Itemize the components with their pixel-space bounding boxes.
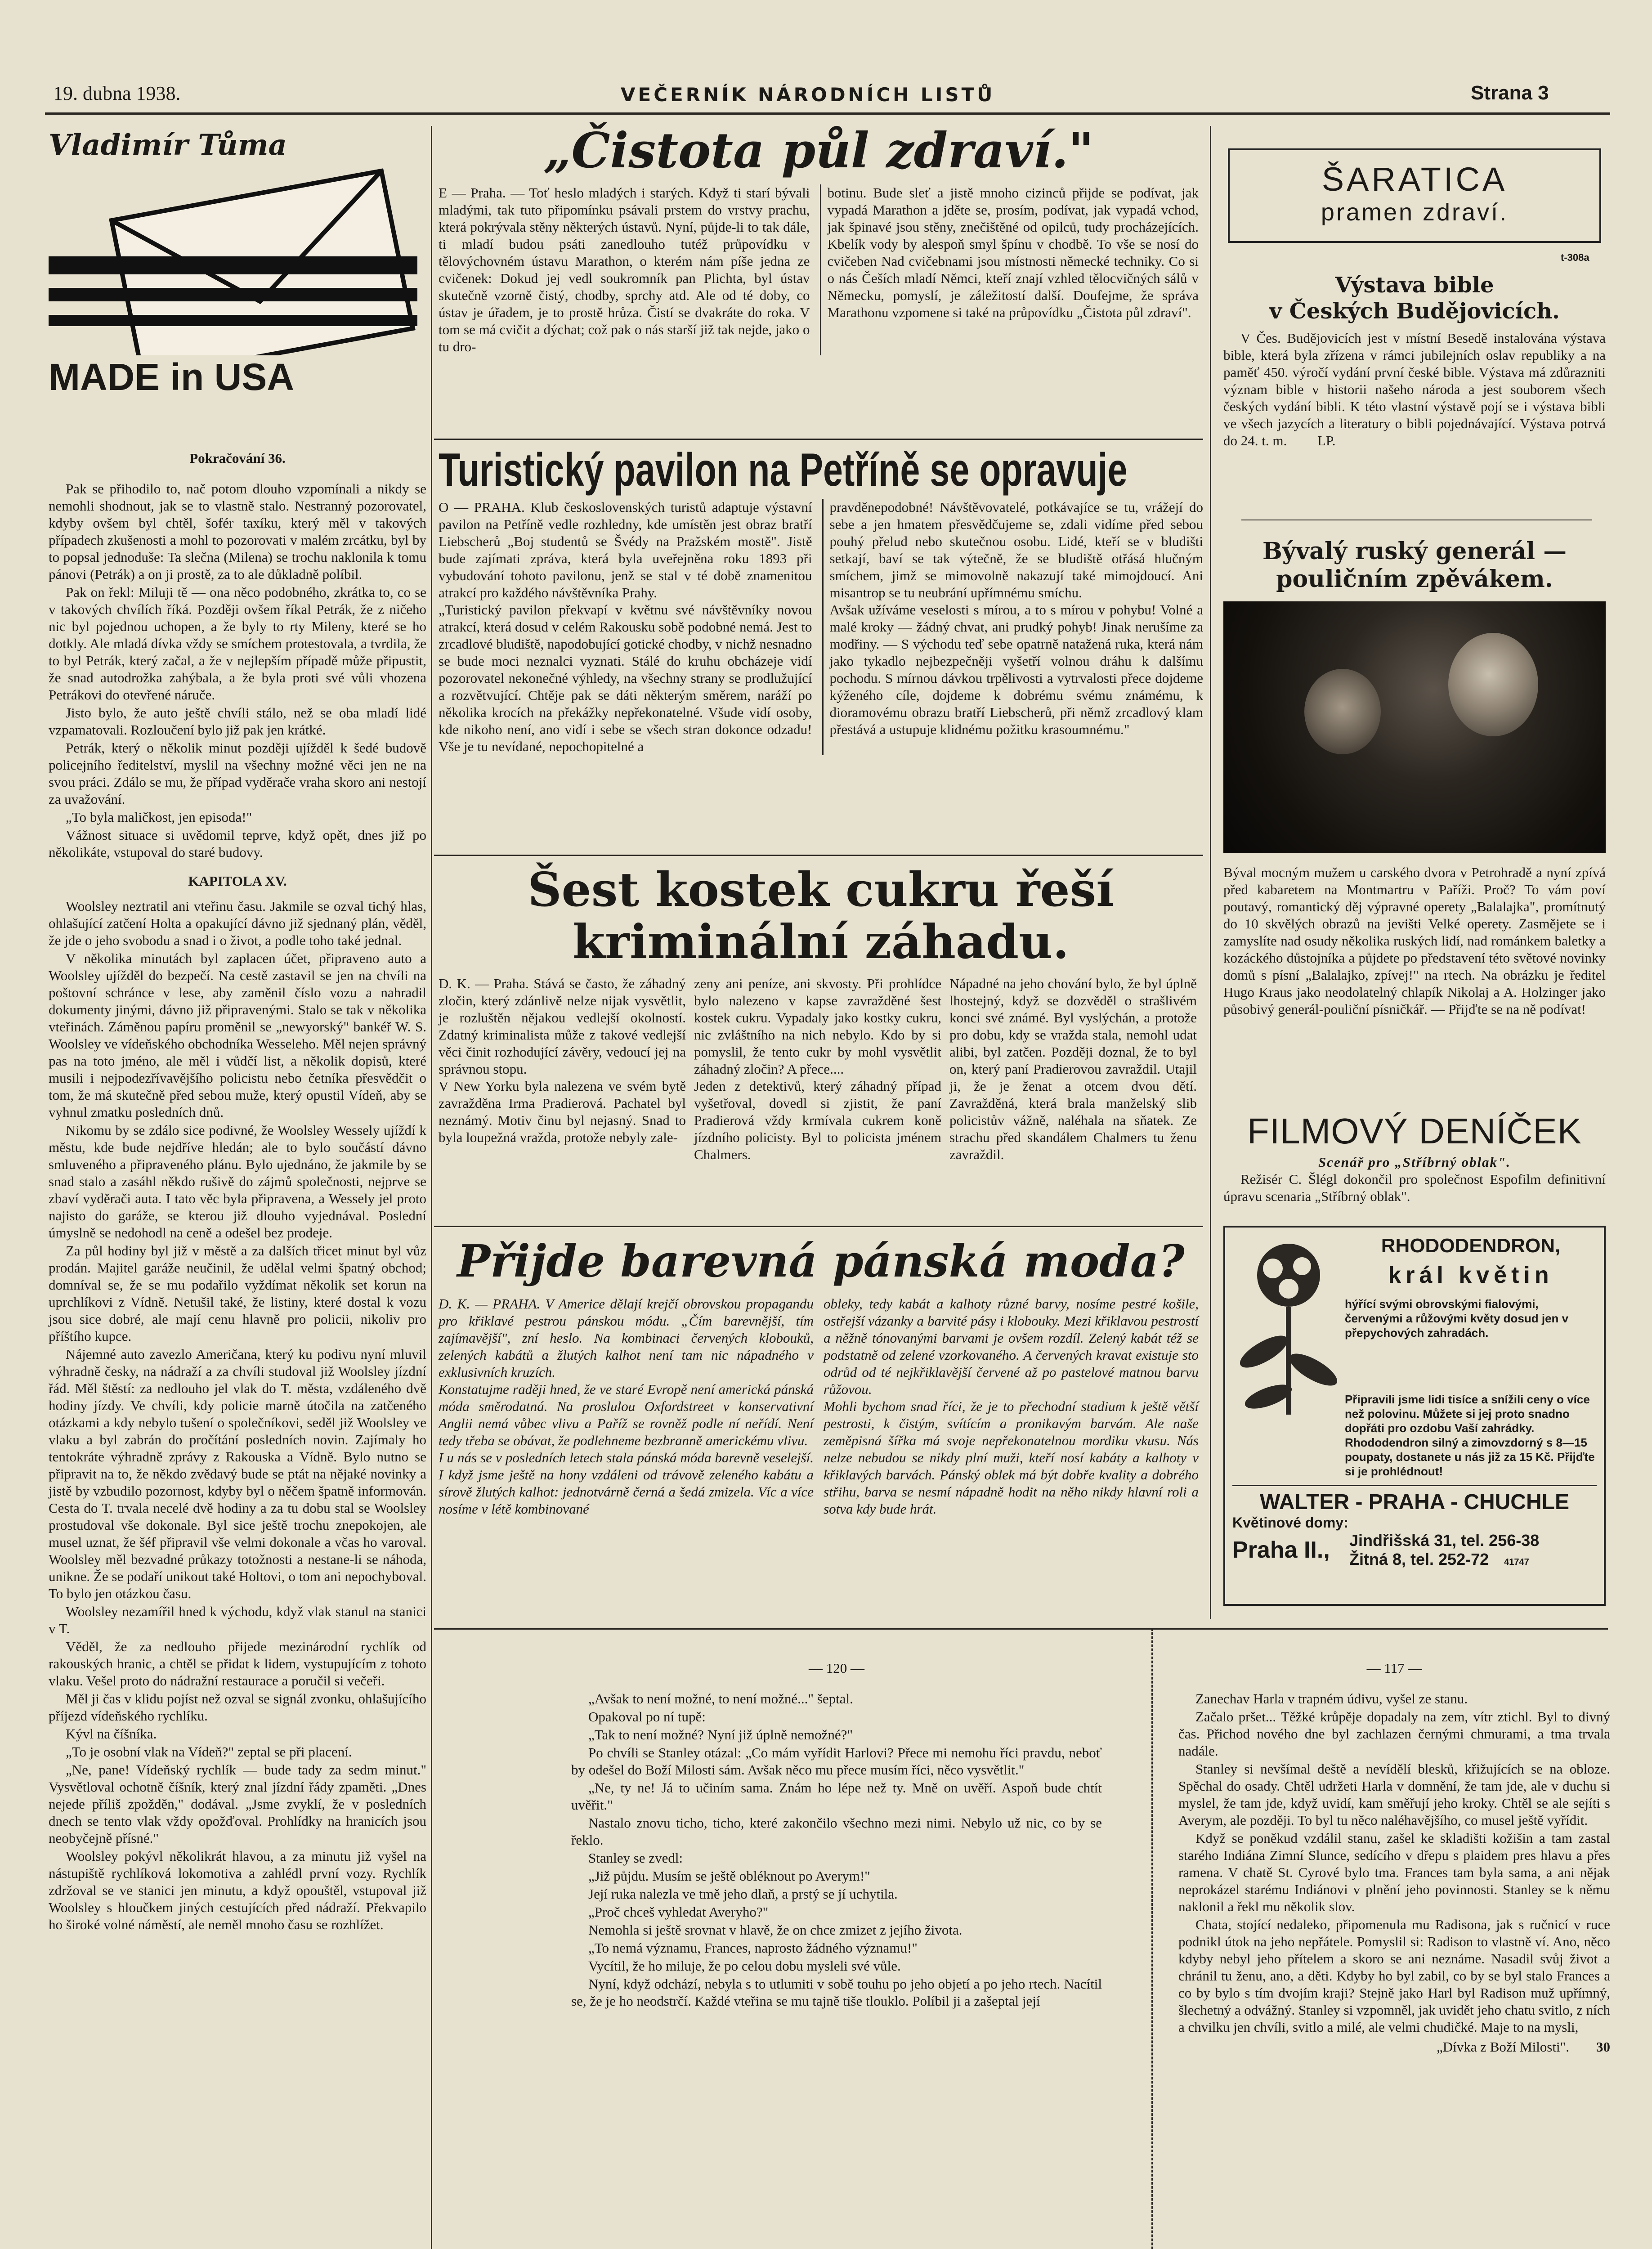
chapter-paragraph: Kývl na číšníka. (66, 1726, 157, 1742)
rhodo-offer: Připravili jsme lidi tisíce a snížili ceny o více než polovinu. Můžete si jej proto snadno dopřáti pro ozdobu Vaší zahrádky. Rhododendron silný a zimovzdorný s 8—15 poupaty, dostanete u nás již za 15 Kč. Přijďte si je prohlédnout! (1345, 1393, 1595, 1478)
novel-paragraph: Chata, stojící nedaleko, připomenula mu Radisona, jak s ručnicí v ruce podnikl útok na jeho nepřátele. Pomyslil si: Radison to vlastně ví. Ano, něco kdyby nebyl jeho přítelem a skoro se ani neznáme. Nasadil svůj život a chránil tu ženu, ano, a děti. Kdyby ho byl zabil, co by se byl stalo Frances a co by bylo s tím dvojím kraji? Stejně jako Harl byl Radison muž upřímný, šlechetný a odvážný. Stanley si vzpomněl, jak uvidět jeho chatu svitlo, z ních a chvilku jen chvíli, svitlo a milé, ale velmi chudičké. Maje to na mysli, (1178, 1917, 1610, 2035)
saratica-code: t-308a (1561, 252, 1589, 263)
rhodo-address1: Jindřišská 31, tel. 256-38 (1349, 1531, 1540, 1550)
article-turist (439, 443, 1203, 755)
novel-paragraph: Stanley si nevšímal deště a nevídělí blesků, křižujících se na obloze. Spěchal do osady. Chtěl udržeti Harla v domnění, že tam jde, ale v duchu si myslel, že tam jde, když uvidí, kam směřují jeho kroky. Chtěl se ale sejíti s Averym, ale později. To byl tu něco naléhavějšího, co musel ještě vyřídit. (1178, 1761, 1610, 1828)
serial-author: Vladimír Tůma (49, 128, 287, 162)
rhodo-feature: hýřící svými obrovskými fialovými, červenými a růžovými květy dosud jen v přepychových zahradách. (1345, 1297, 1569, 1340)
novel-footer-number: 30 (1596, 2039, 1610, 2055)
flower-illustration (1232, 1235, 1345, 1428)
chapter-paragraph: Woolsley neztratil ani vteřinu času. Jakmile se ozval tichý hlas, ohlašující zatčení Holta a opakující dávno již sjednaný plán, věděl, že jde o jeho svobodu a snad i o život, a podle toho také jednal. (49, 898, 426, 948)
kostky-col2: zeny ani peníze, ani skvosty. Při prohlídce bylo nalezeno v kapse zavražděné šest kostek cukru. Vypadaly jako kostky cukru, nic zvláštního na nich nebylo. Kdo by si pomyslil, že tento cukr by mohl vysvětlit záhadný zločin? A přece.... Jeden z detektivů, který záhadný případ vyšetřoval, dovedl si zjistit, že paní Pradierová vždy krmívala cukrem koně jízdního policisty. Byl to policista jménem Chalmers. (694, 976, 941, 1162)
novel-paragraph: Její ruka nalezla ve tmě jeho dlaň, a prstý se jí uchytila. (588, 1886, 898, 1902)
moda-title: Přijde barevná pánská moda? (457, 1236, 1185, 1287)
novel-footer-title: „Dívka z Boží Milosti". (1436, 2039, 1569, 2055)
article-moda (439, 1232, 1203, 1518)
novel-left-page-number: — 120 — (809, 1660, 864, 1676)
serial-paragraph: Jisto bylo, že auto ještě chvíli stálo, než se oba mladí lidé vzpamatovali. Rozloučení bylo již pak jen krátké. (49, 705, 426, 738)
saratica-ad (1228, 148, 1601, 243)
serial-continuation: Pokračování 36. (189, 450, 286, 466)
section-rule (434, 855, 1203, 856)
article-filmovy (1223, 1109, 1606, 1205)
rhodo-address2: Žitná 8, tel. 252-72 (1349, 1550, 1489, 1568)
chapter-paragraph: Nikomu by se zdálo sice podivné, že Woolsley Wessely ujíždí k městu, kde bude nejdříve hledán; ale to bylo součástí dávno smluveného a připraveného plánu. Bylo ujednáno, že jakmile by se snad stalo a zasáhl někdo rušivě do zájmů společnosti, nejprve se zbaví vyděrači auta. I tato věc byla připravena, a Wessely jel proto najisto do garáže, se kterou již dlouho vyjednával. Poslední úmyslně se nedohodl na ceně a odešel bez prodeje. (49, 1122, 426, 1241)
bible-title-line2: v Českých Budějovicích. (1269, 299, 1560, 324)
turist-col2: pravděnepodobné! Návštěvovatelé, potkávajíce se tu, vrážejí do sebe a jen hmatem přesvědčujeme se, zdali vidíme před sebou pouhý přelud nebo skutečnou osobu. Lidé, kteří se v bludišti setkají, baví se tak výtečně, že se bludiště otřásá hlučným smíchem, jimž se mimovolně nakazují také mimojdoucí. Ani misantrop se tu neubrání upřímnému smíchu. Avšak užíváme veselosti s mírou, a to s mírou v pohybu! Volné a malé kroky — žádný chvat, ani prudký pohyb! Jinak nerušíme za modřiny. — S východu teď sebe opatrně natažená ruka, která nám jako tykadlo nejbezpečněji vyšetří volnou dráhu k dalšímu pochodu. S mírnou dávkou trpělivosti a vytrvalosti přece dojdeme kýženého cíle, dojdeme k dobrému svému známému, k dioramovému obrazu bratří Liebscherů, při němž zrcadlový klam přestává a ustupuje klidnému požitku krasoumnému." (822, 499, 1204, 755)
novel-paragraph: Začalo pršet... Těžké krůpěje dopadaly na zem, vítr ztichl. Byl to divný čas. Přichod nového dne byl zachlazen černými chmurami, a tma trvala nadále. (1178, 1709, 1610, 1759)
novel-paragraph: Stanley se zvedl: (588, 1850, 683, 1866)
novel-paragraph: „Ne, ty ne! Já to učiním sama. Znám ho lépe než ty. Mně on uvěří. Aspoň bude chtít uvěřit." (571, 1780, 1102, 1813)
rhodo-title: RHODODENDRON, (1381, 1235, 1561, 1257)
article-cistota (439, 121, 1199, 355)
chapter-paragraph: Woolsley pokývl několikrát hlavou, a za minutu již vyšel na nástupiště rychlíková lokomotiva a zahlédl první vozy. Rychlík zdržoval se ve stanici jen minutu, a když opouštěl, vstupoval již Woolsley s hloučkem jiných cestujících před nádraží. Překvapilo ho široké volné náměstí, ale neměl mnoho času se rozhlížet. (49, 1848, 426, 1932)
novel-left-text (571, 1690, 1102, 2010)
chapter-paragraph: „Ne, pane! Vídeňský rychlík — bude tady za sedm minut." Vysvětloval ochotně číšník, který znal jízdní řády zpaměti. „Dnes nejede příliš zpožděn," dodával. „Jsme zvyklí, že v posledních dnech se tento vlak vždy opožďoval. Prohlídky na hranicích jsou neobyčejně přísné." (49, 1762, 426, 1846)
bible-title-line1: Výstava bible (1335, 273, 1494, 298)
kostky-col1: D. K. — Praha. Stává se často, že záhadný zločin, který zdánlivě nelze nijak vysvětlit, je rozluštěn nějakou vedlejší okolností. Zdatný kriminalista může z takové vedlejší věci činit rozhodující závěry, vedoucí jej na správnou stopu. V New Yorku byla nalezena ve svém bytě zavražděna Irma Pradierová. Pachatel byl neznámý. Motiv činu byl nejasný. Snad to byla loupežná vražda, protože nebyly zale- (439, 976, 686, 1145)
general-title-line1: Bývalý ruský generál — (1262, 538, 1567, 565)
general-title-line2: pouličním zpěvákem. (1276, 565, 1553, 593)
novel-paragraph: Vycítil, že ho miluje, že po celou dobu mysleli své vůle. (588, 1958, 901, 1974)
made-in-usa-logo (49, 166, 417, 418)
novel-paragraph: „Tak to není možné? Nyní již úplně nemožné?" (588, 1727, 853, 1743)
rhododendron-ad (1223, 1226, 1606, 1606)
photo-face-right (1448, 633, 1538, 736)
chapter-paragraph: Věděl, že za nedlouho přijede mezinárodní rychlík od rakouských hranic, a chtěl se přidat k lidem, vystupujícím z tohoto vlaku. Vešel proto do nádražní restaurace a poručil si večeři. (49, 1639, 426, 1689)
article-kostky (439, 864, 1203, 1163)
novel-paragraph: „Již půjdu. Musím se ještě obléknout po Averym!" (588, 1868, 870, 1884)
chapter-paragraph: „To je osobní vlak na Vídeň?" zeptal se při placení. (66, 1744, 352, 1760)
novel-paragraph: „Proč chceš vyhledat Averyho?" (588, 1904, 769, 1920)
novel-page-right (1178, 1660, 1610, 2056)
section-rule (434, 1226, 1203, 1227)
header-rule (45, 112, 1610, 115)
serial-paragraph: Pak on řekl: Miluji tě — ona něco podobného, zkrátka to, co se v takových chvílích říká. Později ovšem říkal Petrák, že z ničeho nic byl pojednou uchopen, a že byly to rty Mileny, které se ho dotkly. Ale mladá dívka vždy se smíchem protestovala, a tvrdila, že to byl Petrák, který začal, a že v nejlepším případě může připustit, že snad autodrožka zahýbala, a že byla proti své vůli vhozena Petrákovi do otevřené náruče. (49, 584, 426, 703)
kostky-col3: Nápadné na jeho chování bylo, že byl úplně lhostejný, když se dozvěděl o strašlivém konci své známé. Byl vyslýchán, a protože pro dobu, kdy se vražda stala, nemohl udat alibi, byl zatčen. Později doznal, že to byl on, který paní Pradierovou zavraždil. Utajil ji, že je ženat a otcem dvou dětí. Zavražděná, která brala manželský slib policistův vážně, naléhala na sňatek. Ze strachu před skandálem Chalmers tu ženu zavraždil. (949, 976, 1197, 1162)
moda-col2: obleky, tedy kabát a kalhoty různé barvy, nosíme pestré košile, ostřejší vázanky a barvité pásy i klobouky. Mezi křiklavou pestrostí a něžně tónovanými barvami je ovšem rozdíl. Zelený kabát též se podstatně od zelené vzorkovaného. A červených kravat existuje sto odrůd od té nejkřiklavější červené až po pastelové matnou barvu růžovou. Mohli bychom snad říci, že je to přechodní stadium k ještě větší pestrosti, k čistým, svítícím a pronikavým barvám. Ale naše zeměpisná šířka má svoje nepřekonatelnou mordiku vkusu. Nás nelze nebudou se nikdy plní muži, kteří nosí kabáty a kalhoty v křiklavých barvách. Pánský oblek má být dobře kvality a dobrého střihu, barva se nesmí nápadně hodit na něho nikdy hlavní roli a sotva kdy bude hrát. (824, 1296, 1199, 1517)
article-bible (1223, 272, 1606, 449)
chapter-paragraph: Woolsley nezamířil hned k východu, když vlak stanul na stanici v T. (49, 1604, 426, 1636)
chapter-paragraph: V několika minutách byl zaplacen účet, připraveno auto a Woolsley ujížděl do bezpečí. Na cestě zastavil se jen na chvíli na poštovní schránce v lese, aby zaměnil číslo vozu a nahradil dokumenty jinými, dávno již připravenými. Stalo se tak v několika vteřinách. Záměnou papíru proměnil se „newyorský" bankéř W. S. Woolsley ve vídeňského obchodníka Wesseleho. Měl nejen správný pas na toto jméno, ale měl i vůdčí list, a několik dopisů, které musili i nejpodezřívavějšího policistu nebo četníka přesvědčit o tom, že má skutečně před sebou muže, který opustil Vídeň, aby se vyhnul zmatku posledních dnů. (49, 950, 426, 1120)
rhodo-city: Praha II., (1232, 1537, 1330, 1563)
header-page-number: Strana 3 (1471, 82, 1549, 104)
cistota-col2: botinu. Bude sleť a jistě mnoho cizinců přijde se podívat, jak vypadá Marathon a jděte se, prosím, podívat, jak vypadá vchod, jak špinavé jsou stěny, znečištěné od opilců, tudy procházejících. Kbelík vody by alespoň smyl špínu v chodbě. To vše se nosí do cvičeben Nad cvičebnami jsou místnosti německé techniky. Co si o nás Češích mladí Němci, kteří znají vzhled tělocvičných sálů v Německu, pomyslí, je záležitostí další. Doufejme, že správa Marathonu vzpomene si také na průpovídku „Čistota půl zdraví". (820, 184, 1199, 355)
novel-paragraph: Zanechav Harla v trapném údivu, vyšel ze stanu. (1195, 1691, 1468, 1707)
bible-sign: LP. (1317, 433, 1336, 448)
chapter-title: KAPITOLA XV. (188, 873, 287, 889)
column-rule (431, 126, 432, 2249)
serial-paragraph: Pak se přihodilo to, nač potom dlouho vzpomínali a nikdy se nemohli shodnout, jak se to vlastně stalo. Nestranný pozorovatel, kdyby ovšem byl chtěl, šofér taxíku, který měl v takových případech zkušenosti a mohl to pozorovati v malém zrcátku, byl by to popsal jednoduše: Ta slečna (Milena) se trochu naklonila k tomu pánovi (Petrák) a on ji prostě, za to ale důkladně políbil. (49, 481, 426, 582)
novel-right-page-number: — 117 — (1366, 1660, 1422, 1676)
chapter-paragraph: Nájemné auto zavezlo Američana, který ku podivu nyní mluvil výhradně česky, na nádraží a za chvíli studoval již Woolsley jízdní řád. Měl štěstí: za nedlouho jel vlak do T. města, vzdáleného dvě hodiny jízdy. Ve chvíli, kdy policie marně útočila na zatčeného otázkami a kdy nebylo tušení o společníkovi, seděl již Woolsley ve vlaku a byl zabrán do pročítání posledních novin. Zajímaly ho tentokráte výhradně zprávy z Rakouska a Vídně. Bylo nutno se připravit na to, že někdo zvědavý bude se ptát na nějaké novinky a jistě by vzbudilo pozornost, kdyby byl o něčem špatně informován. Cesta do T. trvala necelé dvě hodiny a za tu dobu stal se Woolsley prostudoval vše dokonale. Byl sice ještě trochu znepokojen, ale musel uznat, že šéf připravil vše velmi dokonale a včas ho varoval. Woolsley měl bezvadné průkazy totožnosti a nestane-li se náhoda, unikne. Že se podaří unikout také Holtovi, o tom ani nepochyboval. To bylo jen otázkou času. (49, 1346, 426, 1601)
rhodo-shops-label: Květinové domy: (1232, 1514, 1348, 1531)
cistota-col1: E — Praha. — Toť heslo mladých i starých. Když ti starí bývali mladými, tak tuto připomínku psávali prstem do vrstvy prachu, která pokrývala stěny některých ústavů. Nyní, půjde-li to tak dále, ti mladí budou psáti zanedlouho tutéž průpovídku v tělovýchovném ústavu Marathon, o kterém nám píše jedna ze cvičenek: Dokud jej vedl soukromník pan Plichta, byl ústav skutečně vzorně čistý, chodby, sprchy atd. Ale od té doby, co ústav je úřadem, je to prostě hrůza. Čistí se dvakráte do roka. V tom se má cvičit a dýchat; což pak o nás starší již tak nejde, jako o tu dro- (439, 185, 810, 354)
saratica-name: ŠARATICA (1321, 161, 1508, 198)
novel-cut-line (1151, 1628, 1153, 2249)
kostky-title-line1: Šest kostek cukru řeší (528, 862, 1114, 917)
novel-paragraph: Opakoval po ní tupě: (588, 1709, 706, 1725)
serial-column (49, 128, 426, 1934)
novel-page-left (571, 1660, 1102, 2011)
bible-text (1223, 330, 1606, 449)
rhodo-code: 41747 (1504, 1557, 1529, 1567)
bible-body: V Čes. Budějovicích jest v místní Besedě instalována výstava bible, která byla zřízena v rámci jubilejních oslav republiky a na paměť 450. výročí vydání první české bible. Výstava má zdůrazniti význam bible v historii našeho národa a jest souborem všech českých vydání bibli. K této vlastní výstavě pojí se i výstava bibli ve všech jazycích a literatury o bibli pojednávající. Výstava potrvá do 24. t. m. (1223, 330, 1606, 448)
chapter-paragraph: Za půl hodiny byl již v městě a za dalších třicet minut byl vůz prodán. Majitel garáže neučinil, že udělal velmi špatný obchod; domníval se, že se mu podařilo vyždímat několik set korun na uprchlíkovi z Vídně. Netušil také, že listiny, které dostal k vozu jsou sice dobré, ale mají cenu hlavně pro policii, nikoliv pro příštího kupce. (49, 1243, 426, 1344)
novel-paragraph: Nastalo znovu ticho, ticho, které zakončilo všechno mezi nimi. Nebylo už nic, co by se řeklo. (571, 1815, 1102, 1848)
serial-paragraph: „To byla maličkost, jen episoda!" (66, 809, 252, 825)
chapter-text (49, 898, 426, 1933)
filmovy-title: FILMOVÝ DENÍČEK (1247, 1111, 1582, 1151)
serial-paragraph: Vážnost situace si uvědomil teprve, když opět, dnes již po několikáte, vstupoval do staré budovy. (49, 827, 426, 860)
novel-right-text (1178, 1690, 1610, 2036)
novel-paragraph: Když se poněkud vzdálil stanu, zašel ke skladišti kožišin a tam zastal starého Indiána Zimní Slunce, sedícího v dřepu s plaidem pres hlavu a přes ramena. V chatě St. Cyrové bylo tma. Frances tam byla sama, a ani nějak neprokázel starému Indiánovi v plnění jeho povinnosti. Stanley se k němu naklonil a řekl mu několik slov. (1178, 1830, 1610, 1914)
logo-text: MADE in USA (49, 356, 294, 398)
novel-paragraph: Nemohla si ještě srovnat v hlavě, že on chce zmizet z jejího života. (588, 1922, 963, 1938)
novel-paragraph: „To nemá významu, Frances, naprosto žádného významu!" (588, 1940, 918, 1956)
general-text: Býval mocným mužem u carského dvora v Petrohradě a nyní zpívá před kabaretem na Montmartru v Paříži. Proč? To vám poví poutavý, romantický děj výpravné operety „Balalajka", promítnutý do 10 skvělých obrazů na jevišti Velké operety. Zasmějete se i zamyslíte nad osudy několika ruských lidí, nad románkem baletky a kozáckého důstojníka a půjdete po představení této světové novinky domů s písní „Balalajko, zpívej!" na rtech. Na obrázku je ředitel Hugo Kraus jako neodolatelný chlapík Nikolaj a A. Holzinger jako působivý generál-pouliční písničkář. — Přijďte se na ně podívat! (1223, 865, 1606, 1017)
novel-paragraph: Nyní, když odchází, nebyla s to utlumiti v sobě touhu po jeho objetí a po jeho rtech. Nacítil se, že je ho neodstrčí. Každé vteřina se mu tajně tiše tlouklo. Políbil ji a zašeptal její (571, 1976, 1102, 2009)
rhodo-company: WALTER - PRAHA - CHUCHLE (1260, 1490, 1569, 1514)
cistota-title: „Čistota půl zdraví." (543, 122, 1094, 179)
header-paper-name: VEČERNÍK NÁRODNÍCH LISTŮ (621, 84, 995, 106)
filmovy-subtitle: Scenář pro „Stříbrný oblak". (1318, 1154, 1511, 1170)
section-rule (434, 439, 1203, 440)
column-rule (1210, 126, 1211, 1619)
rhodo-subtitle: král květin (1388, 1262, 1554, 1288)
section-rule (434, 1628, 1608, 1630)
kostky-title-line2: kriminální záhadu. (573, 914, 1069, 969)
serial-paragraph: Petrák, který o několik minut později ujížděl k šedé budově policejního ředitelství, myslil na všechny možné věci jen ne na svou práci. Zdálo se mu, že případ vyděrače vraha skoro ani nestojí za uvažování. (49, 740, 426, 807)
novel-paragraph: „Avšak to není možné, to není možné..." šeptal. (588, 1691, 853, 1707)
novel-paragraph: Po chvíli se Stanley otázal: „Co mám vyřídit Harlovi? Přece mi nemohu říci pravdu, neboť by odešel do Boží Milosti sám. Avšak něco mu přece musím říci, něco vysvětlit." (571, 1745, 1102, 1778)
chapter-paragraph: Měl ji čas v klidu pojíst než ozval se signál zvonku, ohlašujícího příjezd vídeňského rychlíku. (49, 1691, 426, 1724)
turist-title: Turistický pavilon na Petříně se opravuje (439, 444, 1128, 496)
serial-text (49, 480, 426, 861)
article-general (1223, 538, 1606, 1018)
moda-col1: D. K. — PRAHA. V Americe dělají krejčí obrovskou propagandu pro křiklavé pestrou pánskou módu. „Čím barevnější, tím zajímavější", zní heslo. Na kombinaci červených klobouků, zelených kabátů a žlutých kalhot není tam nic nápadného v exklusivních kruzích. Konstatujme raději hned, že ve staré Evropě není americká pánská móda směrodatná. Na proslulou Oxfordstreet v konservativní Anglii nemá vůbec vlivu a Paříž se rovněž podle ní neřídí. Není tedy třeba se obávat, že podlehneme bezbranně americkému vlivu. I u nás se v posledních letech stala pánská móda barevně veselejší. I když jsme ještě na hony vzdáleni od trávově zeleného kabátu a sírově žlutých kalhot: jednotvárně černá a šedá zmizela. Víc a více nosíme v létě kombinované (439, 1296, 814, 1517)
filmovy-text: Režisér C. Šlégl dokončil pro společnost Espofilm definitivní úpravu scenaria „Stříbrný oblak". (1223, 1171, 1606, 1204)
header-date: 19. dubna 1938. (53, 82, 181, 104)
turist-col1: O — PRAHA. Klub československých turistů adaptuje výstavní pavilon na Petříně vedle rozhledny, kde umístěn jest obraz bratří Liebscherů „Boj studentů se Švédy na Pražském mostě". Jistě bude zajímati zpráva, která byla uveřejněna roku 1893 při vybudování tohoto pavilonu, jenž se stal v té době znamenitou atrakcí pro každého návštěvníka Prahy. „Turistický pavilon překvapí v květnu své návštěvníky novou atrakcí, která dosud v celém Rakousku sobě podobné nemá. Jest to zrcadlové bludiště, napodobující gotické chodby, v nichž nesnadno se bude moci neznalci vyznati. Stálé do kruhu obcházeje vidí pozorovatel nekonečné výhledy, na všechny strany se prodlužující a rozvětvující. Chtěje pak se dáti některým směrem, naráží po několika krocích na překážky nepřekonatelné. Všude vidí osoby, kde nikoho není, ano vidí i sebe se všech stran dokonce odzadu! Vše je tu nevídané, nepochopitelné a (439, 499, 812, 754)
photo-face-left (1304, 669, 1381, 754)
saratica-tagline: pramen zdraví. (1321, 199, 1509, 226)
general-photo (1223, 601, 1606, 853)
